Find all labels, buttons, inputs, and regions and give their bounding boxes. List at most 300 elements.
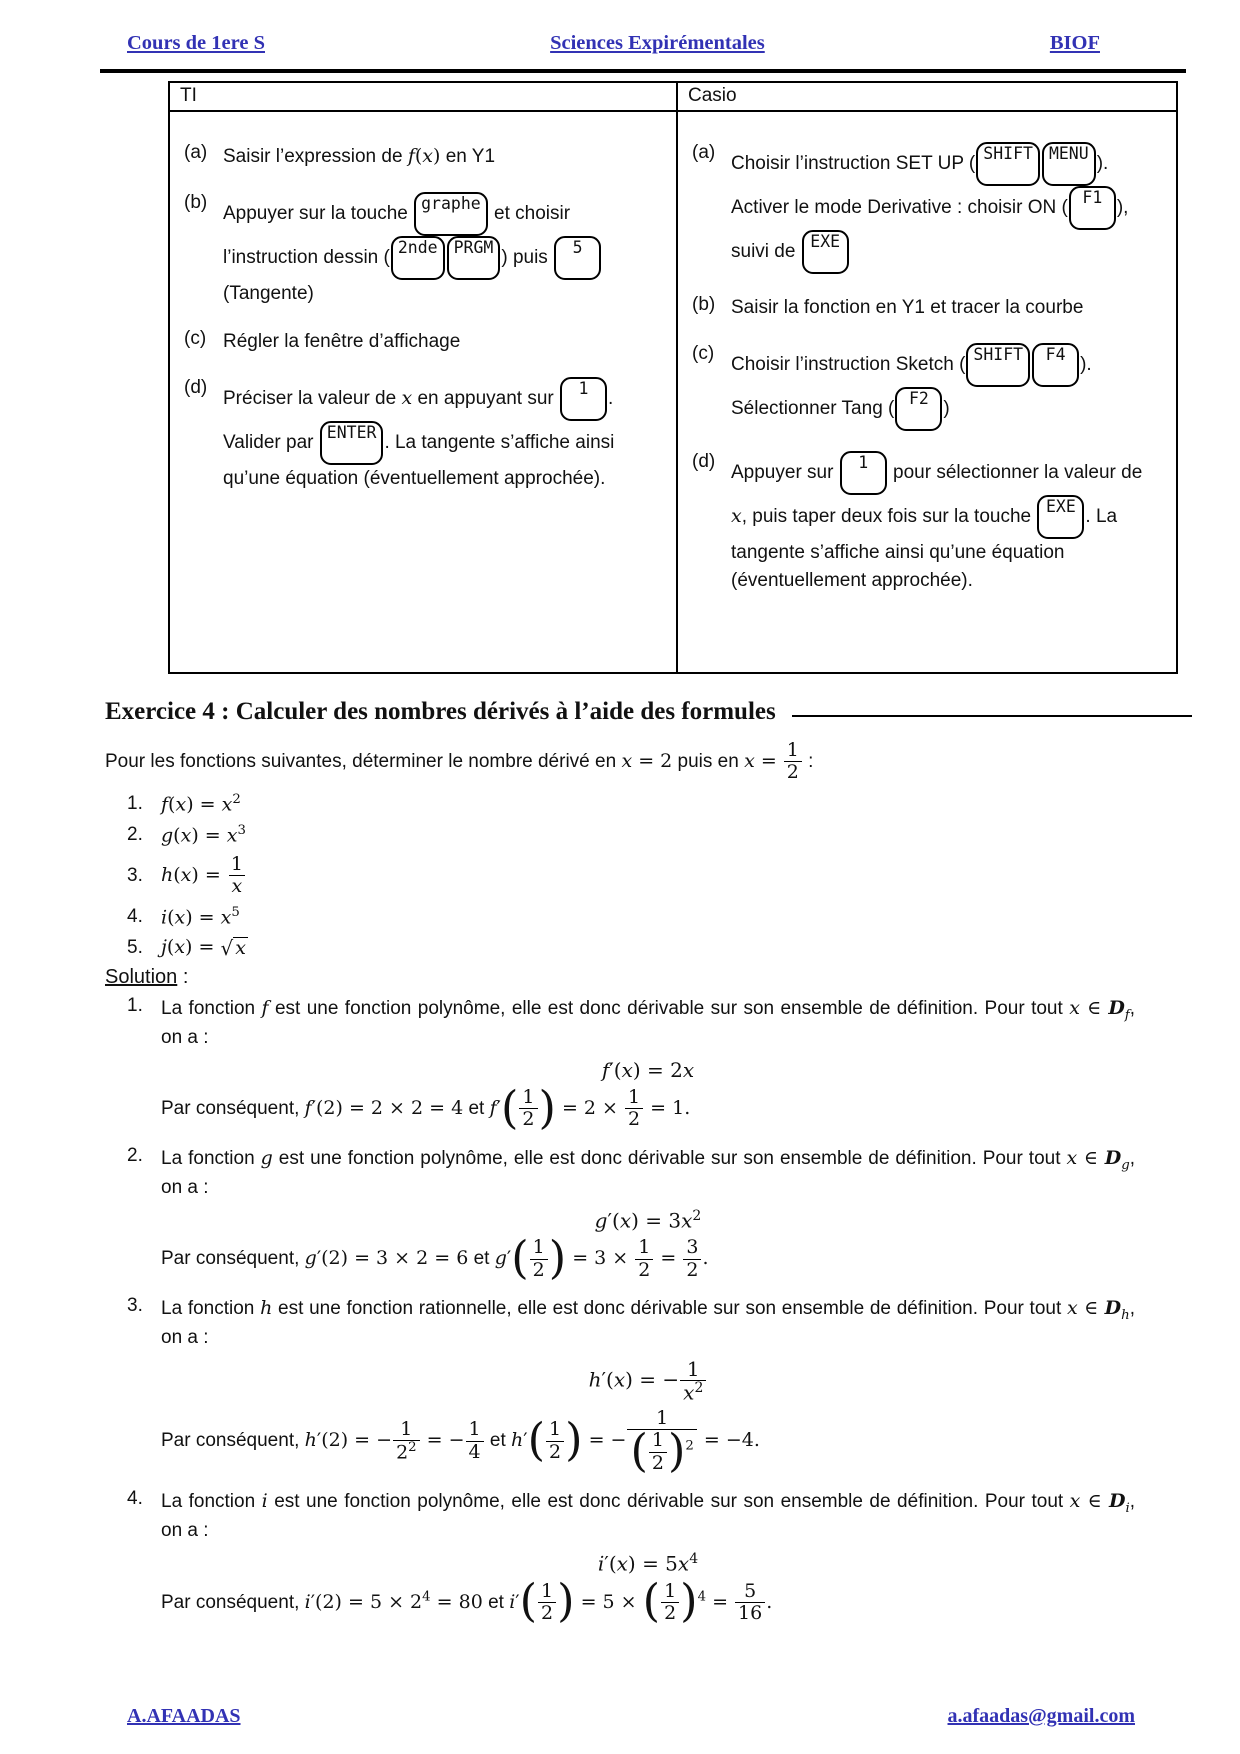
close-paren: ) bbox=[565, 1414, 583, 1467]
math-number: ′( bbox=[601, 1367, 614, 1392]
text-run: et bbox=[482, 1591, 510, 1613]
math-number: ( bbox=[166, 936, 175, 959]
menu-key: MENU bbox=[1042, 142, 1096, 186]
math-variable: f bbox=[601, 1058, 610, 1083]
math-number: ′ bbox=[506, 1247, 512, 1270]
text-run: Par conséquent, bbox=[161, 1591, 305, 1613]
exercise-heading-text: Exercice 4 : Calculer des nombres dérivés à l’aide des formules bbox=[105, 698, 776, 725]
math-number: ) = 3 bbox=[631, 1208, 682, 1233]
math-variable: f bbox=[407, 145, 415, 167]
fraction-denominator bbox=[661, 1602, 679, 1624]
close-paren: ) bbox=[538, 1081, 556, 1134]
1-key: 1 bbox=[560, 377, 607, 421]
list-number: 4. bbox=[127, 905, 143, 927]
math-number: ∈ bbox=[1079, 997, 1109, 1020]
text-run: en Y1 bbox=[440, 146, 496, 167]
math-fraction bbox=[537, 1581, 557, 1625]
list-number: 4. bbox=[127, 1488, 143, 1509]
instruction-text bbox=[223, 192, 658, 309]
math-number: 1 bbox=[532, 1236, 545, 1259]
table-header-row bbox=[170, 83, 1176, 112]
list-number: 5. bbox=[127, 936, 143, 958]
fraction-denominator bbox=[546, 1441, 564, 1463]
text-run: Par conséquent, bbox=[161, 1248, 305, 1270]
function-formula bbox=[161, 792, 241, 816]
paren-content bbox=[518, 1087, 538, 1131]
fraction-denominator bbox=[538, 1602, 556, 1624]
header-rule bbox=[100, 69, 1186, 73]
text-run: ). Activer le mode Derivative : choisir ON ( bbox=[731, 153, 1109, 219]
math-number: 3 bbox=[686, 1236, 699, 1259]
open-paren: ( bbox=[500, 1081, 519, 1134]
text-run: . La tangente s’affiche ainsi qu’une équation (éventuellement approchée). bbox=[731, 505, 1118, 591]
shift-key: SHIFT bbox=[976, 142, 1040, 186]
solution-display-formula bbox=[161, 1208, 1135, 1234]
text-run: Préciser la valeur de bbox=[223, 387, 402, 409]
subscript: h bbox=[1121, 1307, 1130, 1323]
instruction-label: (a) bbox=[692, 142, 716, 163]
math-variable: j bbox=[161, 936, 167, 959]
footer-email-link[interactable]: a.afaadas@gmail.com bbox=[947, 1705, 1135, 1727]
math-number: 2 bbox=[628, 1108, 641, 1131]
math-number: ′(2) = 3 × 2 = 6 bbox=[316, 1247, 469, 1270]
math-variable: x bbox=[1069, 997, 1080, 1020]
math-number: 16 bbox=[738, 1601, 763, 1624]
instruction-text bbox=[731, 343, 1158, 431]
solution-item bbox=[127, 1145, 1135, 1289]
math-number: ∈ bbox=[1077, 1146, 1105, 1169]
fraction-numerator bbox=[784, 740, 802, 761]
math-number: 5 bbox=[744, 1579, 757, 1602]
fraction-numerator bbox=[397, 1419, 415, 1440]
fraction-numerator bbox=[661, 1581, 679, 1602]
exercise-heading bbox=[105, 698, 1192, 726]
page-header bbox=[127, 32, 1100, 55]
math-variable: i bbox=[509, 1590, 516, 1613]
math-number: 1 bbox=[400, 1417, 413, 1440]
instruction-text bbox=[223, 377, 658, 494]
fraction-numerator bbox=[649, 1430, 667, 1451]
solution-label: Solution bbox=[105, 966, 178, 989]
math-number: ) = bbox=[185, 906, 221, 929]
text-run: ). Sélectionner Tang ( bbox=[731, 353, 1092, 419]
superscript: 2 bbox=[694, 1380, 704, 1397]
function-list-item bbox=[127, 905, 1240, 929]
subscript: g bbox=[1121, 1157, 1130, 1173]
close-paren: ) bbox=[548, 1232, 567, 1285]
math-number: ′ bbox=[496, 1096, 501, 1119]
instruction-label: (c) bbox=[692, 342, 715, 364]
ti-instruction-d bbox=[184, 377, 658, 494]
text-run: ) bbox=[943, 397, 950, 419]
math-variable: x bbox=[235, 937, 246, 960]
math-variable: g bbox=[161, 824, 174, 847]
casio-column-header: Casio bbox=[676, 83, 1176, 110]
solution-colon: : bbox=[177, 966, 189, 989]
math-variable: x bbox=[1069, 1490, 1081, 1512]
math-number: = 2 × bbox=[555, 1096, 625, 1119]
function-list-item bbox=[127, 854, 1240, 898]
page-footer bbox=[127, 1705, 1135, 1728]
math-variable: g bbox=[494, 1247, 507, 1270]
text-run: . Valider par bbox=[223, 387, 614, 453]
ti-column-header: TI bbox=[180, 85, 197, 106]
math-number: ) = − bbox=[625, 1367, 680, 1392]
fraction-numerator bbox=[519, 1087, 537, 1108]
ti-column bbox=[170, 112, 676, 672]
instruction-label: (b) bbox=[692, 294, 716, 315]
solution-list bbox=[127, 995, 1135, 1632]
text-run: Saisir l’expression de bbox=[223, 146, 408, 167]
text-run: Par conséquent, bbox=[161, 1097, 305, 1119]
close-paren: ) bbox=[680, 1575, 698, 1628]
math-number: 1 bbox=[651, 1429, 664, 1452]
math-number: ′ bbox=[523, 1429, 528, 1452]
paren-group bbox=[511, 1232, 567, 1285]
f4-key: F4 bbox=[1032, 343, 1079, 387]
header-link-subject[interactable]: Sciences Expirémentales bbox=[550, 32, 765, 54]
fraction-denominator bbox=[649, 1452, 667, 1474]
solution-paragraph bbox=[161, 1145, 1135, 1202]
math-number: = 80 bbox=[430, 1590, 483, 1613]
open-paren: ( bbox=[519, 1575, 538, 1628]
math-fraction bbox=[465, 1419, 485, 1463]
math-number: ′ bbox=[515, 1590, 520, 1613]
math-variable: x bbox=[180, 824, 192, 847]
math-number: 1 bbox=[541, 1579, 554, 1602]
math-number: 1 bbox=[522, 1086, 535, 1109]
math-number: ′( bbox=[604, 1551, 617, 1576]
superscript: 2 bbox=[685, 1438, 694, 1454]
math-variable: x bbox=[613, 1367, 626, 1392]
math-fraction bbox=[679, 1358, 707, 1404]
math-variable: i bbox=[304, 1590, 311, 1613]
function-list-item bbox=[127, 936, 1240, 959]
radical-icon: √ bbox=[220, 936, 234, 961]
superscript: 4 bbox=[689, 1551, 699, 1567]
open-paren: ( bbox=[511, 1232, 529, 1285]
list-number: 3. bbox=[127, 1294, 143, 1316]
math-variable: x bbox=[621, 1058, 633, 1083]
math-variable: x bbox=[231, 875, 243, 898]
math-variable: i bbox=[597, 1551, 605, 1576]
math-number: = − bbox=[420, 1429, 465, 1452]
superscript: 3 bbox=[237, 822, 246, 838]
math-number: = bbox=[706, 1590, 735, 1613]
math-fraction bbox=[783, 740, 803, 784]
math-fraction bbox=[734, 1581, 766, 1625]
ti-instruction-a bbox=[184, 142, 658, 172]
math-variable: x bbox=[180, 863, 192, 886]
math-number: = bbox=[654, 1247, 683, 1270]
text-run: est une fonction polynôme, elle est donc dérivable sur son ensemble de définition. Pour tout bbox=[267, 1491, 1070, 1512]
math-variable: x bbox=[1066, 1146, 1078, 1169]
text-run: La fonction bbox=[161, 1147, 261, 1169]
paren-group bbox=[500, 1081, 556, 1134]
open-paren: ( bbox=[630, 1425, 648, 1478]
2nde-key: 2nde bbox=[391, 236, 445, 280]
paren-group bbox=[519, 1575, 575, 1628]
math-variable: g bbox=[594, 1208, 608, 1233]
ti-instruction-b bbox=[184, 192, 658, 309]
fraction-numerator bbox=[546, 1419, 564, 1440]
solution-item-body bbox=[161, 995, 1135, 1139]
heading-rule bbox=[792, 715, 1192, 718]
math-number: 1 bbox=[230, 853, 243, 876]
text-run: (Tangente) bbox=[223, 282, 314, 304]
text-run: et bbox=[463, 1097, 490, 1119]
math-number: = 3 × bbox=[566, 1247, 635, 1270]
text-run: Appuyer sur bbox=[731, 461, 839, 483]
solution-item-body bbox=[161, 1488, 1135, 1632]
paren-group bbox=[642, 1575, 698, 1628]
fraction-denominator bbox=[625, 1108, 643, 1130]
math-fraction bbox=[682, 1237, 702, 1281]
math-fraction bbox=[392, 1419, 421, 1464]
text-run: La fonction bbox=[161, 998, 262, 1020]
math-number: ∈ bbox=[1080, 1490, 1109, 1512]
list-number: 1. bbox=[127, 995, 143, 1017]
math-variable: h bbox=[260, 1296, 273, 1319]
fraction-numerator bbox=[530, 1237, 548, 1258]
math-variable: x bbox=[1066, 1296, 1078, 1319]
math-number: 2 bbox=[786, 761, 799, 784]
math-variable: x bbox=[683, 1380, 695, 1405]
math-variable: x bbox=[681, 1208, 693, 1233]
text-run: Par conséquent, bbox=[161, 1430, 305, 1452]
exe-key: EXE bbox=[802, 230, 849, 274]
paren-group bbox=[630, 1425, 686, 1478]
math-number: ′( bbox=[609, 1058, 622, 1083]
list-number: 2. bbox=[127, 824, 143, 846]
math-number: ) = bbox=[185, 936, 221, 959]
instruction-label: (a) bbox=[184, 142, 208, 163]
math-fraction bbox=[624, 1087, 644, 1131]
math-variable: x bbox=[174, 906, 186, 929]
solution-consequence bbox=[161, 1575, 1135, 1628]
fraction-numerator bbox=[625, 1087, 643, 1108]
math-variable: f bbox=[489, 1096, 497, 1119]
function-formula bbox=[161, 823, 246, 847]
math-number: ) = 5 bbox=[627, 1551, 678, 1576]
text-run: et bbox=[468, 1248, 495, 1270]
math-number: 4 bbox=[468, 1440, 481, 1463]
math-variable: f bbox=[261, 997, 269, 1020]
math-number: ( bbox=[167, 906, 175, 929]
math-variable: x bbox=[422, 145, 433, 167]
graphe-key: graphe bbox=[414, 192, 488, 236]
text-run: puis en bbox=[672, 750, 745, 772]
superscript: 2 bbox=[408, 1439, 417, 1455]
text-run: , on a : bbox=[161, 998, 1135, 1049]
calculator-instructions-table bbox=[168, 81, 1178, 674]
table-body-row bbox=[170, 112, 1176, 672]
list-number: 1. bbox=[127, 792, 143, 814]
math-fraction bbox=[518, 1087, 538, 1131]
text-run: est une fonction rationnelle, elle est donc dérivable sur son ensemble de définition. Pour tout bbox=[272, 1297, 1067, 1319]
text-run: et bbox=[484, 1430, 512, 1452]
math-variable: x bbox=[401, 386, 413, 409]
list-number: 2. bbox=[127, 1144, 143, 1166]
script-d-symbol: D bbox=[1108, 1490, 1126, 1512]
math-number: 1 bbox=[549, 1418, 562, 1441]
math-number: ) bbox=[433, 145, 441, 167]
solution-item bbox=[127, 1488, 1135, 1632]
header-link-biof[interactable]: BIOF bbox=[1049, 32, 1100, 54]
math-number: 1 bbox=[664, 1579, 677, 1602]
solution-item bbox=[127, 1295, 1135, 1482]
fraction-denominator bbox=[229, 875, 246, 897]
paren-content bbox=[545, 1419, 565, 1463]
math-number: ) = bbox=[186, 792, 222, 815]
math-number: ) = bbox=[191, 824, 227, 847]
subscript: f bbox=[1124, 1007, 1130, 1023]
fraction-numerator bbox=[466, 1419, 484, 1440]
script-d-symbol: D bbox=[1104, 1296, 1122, 1319]
text-run: ) puis bbox=[501, 246, 554, 268]
exe-key: EXE bbox=[1037, 495, 1084, 539]
shift-key: SHIFT bbox=[966, 343, 1030, 387]
fraction-denominator bbox=[530, 1259, 548, 1281]
math-number: = bbox=[754, 749, 783, 772]
math-number: . bbox=[766, 1590, 773, 1613]
fraction-denominator bbox=[627, 1425, 696, 1478]
math-number: 2 bbox=[532, 1258, 545, 1281]
instruction-text bbox=[731, 142, 1158, 274]
footer-author-link[interactable]: A.AFAADAS bbox=[127, 1705, 241, 1727]
text-run: : bbox=[802, 750, 814, 772]
solution-item-body bbox=[161, 1145, 1135, 1289]
text-run: , on a : bbox=[161, 1491, 1135, 1542]
instruction-label: (d) bbox=[692, 450, 716, 472]
math-variable: h bbox=[511, 1429, 524, 1452]
casio-instruction-d bbox=[692, 451, 1158, 596]
math-variable: x bbox=[621, 749, 633, 772]
paren-content bbox=[660, 1581, 680, 1625]
subscript: i bbox=[1125, 1500, 1130, 1516]
solution-display-formula bbox=[161, 1551, 1135, 1577]
math-number: ) = 2 bbox=[632, 1058, 683, 1083]
math-number: 2 bbox=[651, 1451, 664, 1474]
function-formula bbox=[161, 905, 240, 929]
text-run: Choisir l’instruction Sketch ( bbox=[731, 353, 966, 375]
casio-column bbox=[676, 112, 1176, 672]
instruction-label: (c) bbox=[184, 328, 207, 349]
math-variable: h bbox=[588, 1367, 602, 1392]
script-d-symbol: D bbox=[1108, 997, 1125, 1020]
math-number: 2 bbox=[638, 1258, 651, 1281]
superscript: 5 bbox=[231, 904, 240, 920]
paren-content bbox=[648, 1430, 668, 1474]
close-paren: ) bbox=[557, 1575, 575, 1628]
math-fraction bbox=[648, 1430, 668, 1474]
text-run: pour sélectionner la valeur de bbox=[887, 461, 1143, 483]
math-fraction bbox=[545, 1419, 565, 1463]
solution-display-formula bbox=[161, 1358, 1135, 1404]
function-list bbox=[127, 792, 1240, 960]
text-run: La fonction bbox=[161, 1491, 262, 1512]
math-number: ′(2) = − bbox=[316, 1429, 393, 1452]
math-variable: i bbox=[161, 906, 168, 929]
fraction-denominator bbox=[519, 1108, 537, 1130]
prgm-key: PRGM bbox=[447, 236, 501, 280]
casio-instruction-b bbox=[692, 294, 1158, 323]
math-fraction bbox=[660, 1581, 680, 1625]
close-paren: ) bbox=[668, 1425, 686, 1478]
math-variable: x bbox=[174, 936, 186, 959]
fraction-denominator bbox=[393, 1440, 420, 1464]
math-number: 2 bbox=[522, 1108, 535, 1131]
square-root bbox=[220, 937, 247, 959]
math-variable: x bbox=[677, 1551, 690, 1576]
fraction-denominator bbox=[735, 1602, 765, 1624]
instruction-text bbox=[223, 328, 658, 357]
superscript: 4 bbox=[422, 1589, 431, 1605]
casio-instruction-c bbox=[692, 343, 1158, 431]
solution-item bbox=[127, 995, 1135, 1139]
text-run: . La tangente s’affiche ainsi qu’une équation (éventuellement approchée). bbox=[223, 431, 615, 489]
function-formula bbox=[161, 854, 247, 898]
fraction-denominator bbox=[466, 1441, 484, 1463]
text-run: en appuyant sur bbox=[412, 387, 560, 409]
math-variable: x bbox=[744, 749, 755, 772]
math-number: 2 bbox=[541, 1601, 554, 1624]
enter-key: ENTER bbox=[320, 421, 384, 465]
function-list-item bbox=[127, 823, 1240, 847]
f1-key: F1 bbox=[1069, 186, 1116, 230]
math-variable: x bbox=[221, 792, 233, 815]
math-variable: h bbox=[161, 863, 174, 886]
paren-content bbox=[537, 1581, 557, 1625]
open-paren: ( bbox=[527, 1414, 546, 1467]
math-number: ′(2) = 2 × 2 = 4 bbox=[311, 1096, 464, 1119]
math-variable: x bbox=[175, 792, 187, 815]
solution-paragraph bbox=[161, 1295, 1135, 1352]
fraction-denominator bbox=[635, 1259, 653, 1281]
math-number: 1 bbox=[638, 1236, 651, 1259]
solution-display-formula bbox=[161, 1058, 1135, 1083]
math-variable: x bbox=[731, 504, 742, 527]
math-variable: f bbox=[304, 1096, 312, 1119]
text-run: est une fonction polynôme, elle est donc dérivable sur son ensemble de définition. Pour tout bbox=[272, 1147, 1067, 1169]
math-number: 1 bbox=[628, 1086, 641, 1109]
text-run: La fonction bbox=[161, 1297, 261, 1319]
instruction-label: (b) bbox=[184, 191, 208, 213]
solution-consequence bbox=[161, 1407, 1135, 1478]
math-number: ( bbox=[173, 863, 181, 886]
header-link-course[interactable]: Cours de 1ere S bbox=[127, 32, 265, 54]
fraction-numerator bbox=[538, 1581, 556, 1602]
f2-key: F2 bbox=[895, 387, 942, 431]
math-variable: x bbox=[682, 1058, 695, 1083]
superscript: 2 bbox=[232, 791, 241, 807]
solution-heading bbox=[105, 966, 1240, 989]
math-fraction bbox=[529, 1237, 549, 1281]
math-variable: g bbox=[260, 1146, 273, 1169]
instruction-text bbox=[223, 142, 658, 172]
instruction-text bbox=[731, 451, 1158, 596]
fraction-numerator bbox=[635, 1237, 653, 1258]
fraction-numerator bbox=[684, 1358, 703, 1380]
math-variable: x bbox=[619, 1208, 632, 1233]
math-number: 1 bbox=[786, 739, 799, 761]
text-run: Saisir la fonction en Y1 et tracer la courbe bbox=[731, 297, 1084, 318]
math-number: = − bbox=[582, 1429, 627, 1452]
text-run: Choisir l’instruction SET UP ( bbox=[731, 153, 976, 175]
math-number: 2 bbox=[396, 1441, 409, 1464]
text-run: Régler la fenêtre d’affichage bbox=[223, 331, 461, 352]
math-variable: f bbox=[161, 792, 169, 815]
